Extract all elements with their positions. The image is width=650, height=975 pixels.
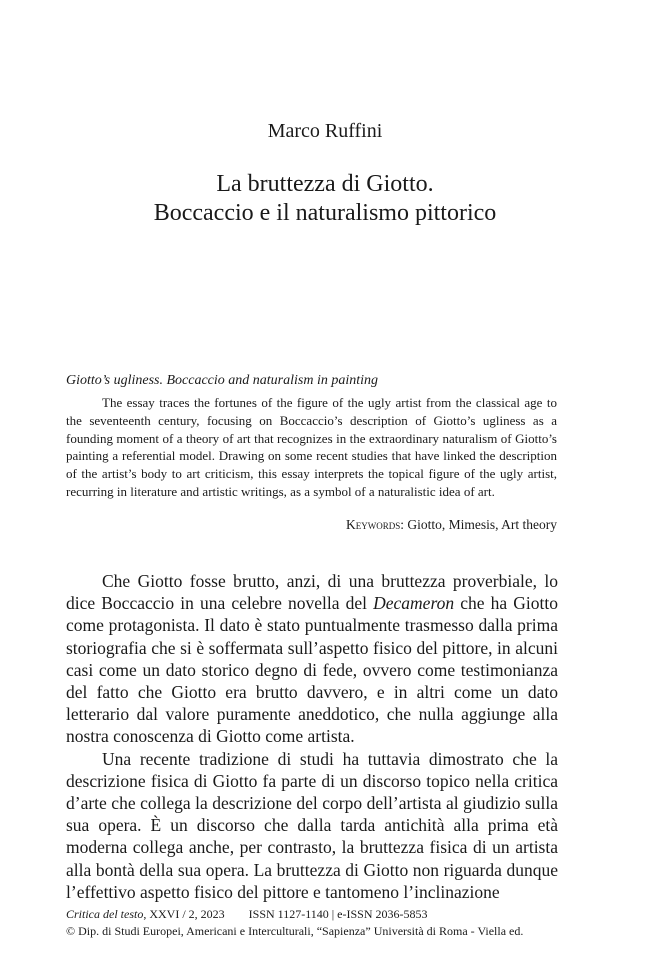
issn: ISSN 1127-1140 | e-ISSN 2036-5853 xyxy=(248,907,428,921)
body-paragraph-1 xyxy=(66,570,558,748)
p1-text-before: Che Giotto fosse brutto, anzi, di una bruttezza proverbiale, lo dice Boccaccio in una celebre novella del xyxy=(66,571,558,614)
journal-name: Critica del testo xyxy=(66,907,144,921)
keywords xyxy=(346,517,557,533)
abstract-text: The essay traces the fortunes of the figure of the ugly artist from the classical age to the seventeenth century, focusing on Boccaccio’s description of Giotto’s ugliness as a founding moment of a theory of art that recognizes in the extraordinary naturalism of Giotto’s painting a referential model. Drawing on some recent studies that have linked the description of the artist’s body to art criticism, this essay interprets the topical figure of the ugly artist, recurring in literature and artistic writings, as a symbol of a naturalistic idea of art. xyxy=(66,395,557,499)
article-title xyxy=(0,170,650,228)
body-paragraph-2: Una recente tradizione di studi ha tuttavia dimostrato che la descrizione fisica di Giotto fa parte di un discorso topico nella critica d’arte che collega la descrizione del corpo dell’artista al giudizio sulla sua opera. È un discorso che dalla tarda antichità alla prima età moderna collega anche, per contrasto, la bruttezza fisica di un artista alla bontà della sua opera. La bruttezza di Giotto non riguarda dunque l’effettivo aspetto fisico del pittore e tantomeno l’inclinazione xyxy=(66,748,558,902)
journal-volume: , XXVI / 2, 2023 xyxy=(143,907,225,921)
decameron-italic: Decameron xyxy=(373,593,455,614)
author-name: Marco Ruffini xyxy=(267,120,383,142)
publisher-line: © Dip. di Studi Europei, Americani e Interculturali, “Sapienza” Università di Roma - Viella ed. xyxy=(66,924,524,938)
keywords-list: Giotto, Mimesis, Art theory xyxy=(407,517,557,532)
footer-citation xyxy=(66,906,566,923)
page-footer xyxy=(66,906,566,940)
title-line-2: Boccaccio e il naturalismo pittorico xyxy=(153,200,497,226)
keywords-label: Keywords: xyxy=(346,517,404,532)
p1-text-after: che ha Giotto come protagonista. Il dato è stato puntualmente trasmesso dalla prima storiografia che si è soffermata sull’aspetto fisico del pittore, in alcuni casi come un dato storico degno di fede, ovvero come testimonianza del fatto che Giotto era brutto davvero, e in altri come un dato letterario dal valore puramente aneddotico, che nulla aggiunge alla nostra conoscenza di Giotto come artista. xyxy=(66,593,559,747)
title-line-1: La bruttezza di Giotto. xyxy=(216,171,434,197)
article-body xyxy=(66,570,558,903)
abstract-title: Giotto’s ugliness. Boccaccio and naturalism in painting xyxy=(66,373,379,388)
